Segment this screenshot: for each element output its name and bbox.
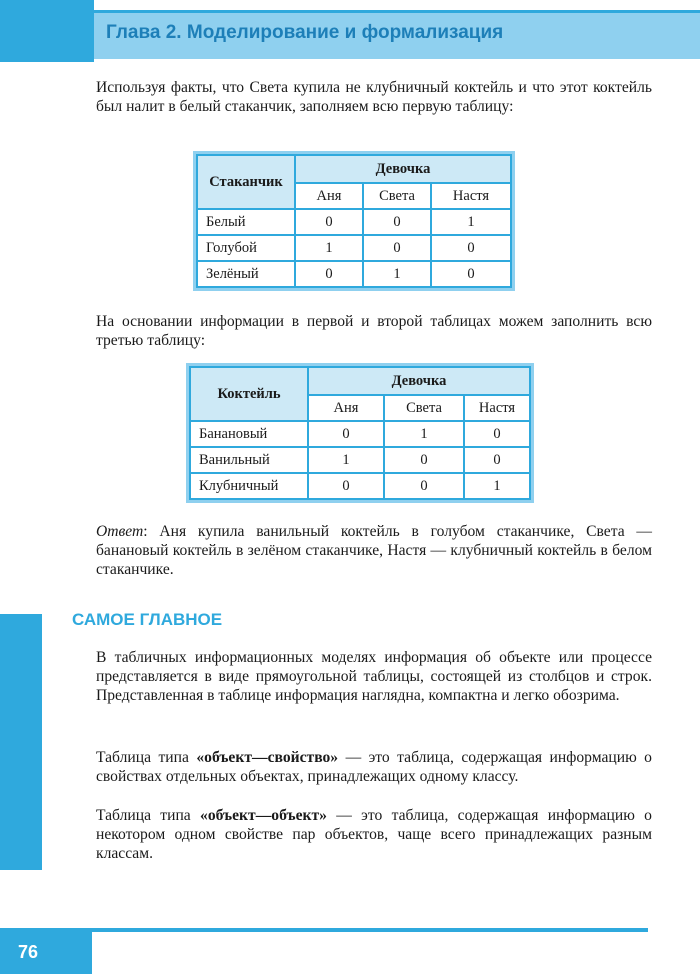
definition-term: «объект—объект» — [200, 807, 327, 824]
table-cocktails-col-nastya: Настя — [464, 395, 530, 421]
table-cocktails-group-header: Девочка — [308, 367, 530, 395]
definition-prefix: Таблица типа — [96, 749, 197, 766]
table-cell: 0 — [363, 235, 431, 261]
table-cell: 1 — [431, 209, 511, 235]
definition-text: — это таблица, содержащая информацию о некотором одном свойстве пар объектов, чаще всего принадлежащих разным классам. — [96, 807, 652, 862]
table-cell: 0 — [295, 209, 363, 235]
table-cell: 0 — [363, 209, 431, 235]
table-cell: 1 — [464, 473, 530, 499]
intro-paragraph-1: Используя факты, что Света купила не клубничный коктейль и что этот коктейль был налит в белый стаканчик, заполняем всю первую таблицу: — [96, 79, 652, 115]
table-cocktails-row-label: Ванильный — [190, 447, 308, 473]
table-cups-corner: Стаканчик — [197, 155, 295, 209]
section-side-bar — [0, 614, 42, 870]
table-cell: 1 — [363, 261, 431, 287]
table-cups — [196, 154, 512, 288]
footer-rule — [92, 928, 648, 932]
table-row — [190, 421, 530, 447]
page-number: 76 — [18, 942, 39, 962]
table-cell: 0 — [295, 261, 363, 287]
table-cell: 0 — [431, 235, 511, 261]
table-row — [197, 209, 511, 235]
definition-text: — это таблица, содержащая информацию о свойствах отдельных объектах, принадлежащих одному классу. — [96, 749, 652, 785]
table-cell: 0 — [308, 421, 384, 447]
answer-paragraph — [96, 522, 652, 579]
table-cocktails — [189, 366, 531, 500]
table-cups-group-header: Девочка — [295, 155, 511, 183]
answer-text: : Аня купила ванильный коктейль в голубом стаканчике, Света — банановый коктейль в зелёном стаканчике, Настя — клубничный коктейль в белом стаканчике. — [96, 523, 652, 578]
table-cups-col-anya: Аня — [295, 183, 363, 209]
table-cocktails-col-sveta: Света — [384, 395, 464, 421]
table-cell: 0 — [308, 473, 384, 499]
table-row — [190, 473, 530, 499]
table-cocktails-row-label: Банановый — [190, 421, 308, 447]
table-cell: 1 — [384, 421, 464, 447]
table-cell: 0 — [384, 447, 464, 473]
header-tab — [0, 0, 94, 62]
table-cocktails-col-anya: Аня — [308, 395, 384, 421]
table-cups-col-sveta: Света — [363, 183, 431, 209]
table-cell: 1 — [295, 235, 363, 261]
table-row — [197, 261, 511, 287]
definition-object-property — [96, 748, 652, 786]
chapter-title: Глава 2. Моделирование и формализация — [106, 22, 504, 43]
main-paragraph: В табличных информационных моделях информация об объекте или процессе представляется в виде прямоугольной таблицы, состоящей из столбцов и строк. Представленная в таблице информация наглядна, компактна и легко обозрима. — [96, 649, 652, 704]
definition-term: «объект—свойство» — [196, 749, 339, 766]
table-cups-row-label: Белый — [197, 209, 295, 235]
intro-paragraph-2: На основании информации в первой и второй таблицах можем заполнить всю третью таблицу: — [96, 313, 652, 349]
table-cocktails-corner: Коктейль — [190, 367, 308, 421]
definition-object-object — [96, 806, 652, 863]
table-cups-wrap — [193, 151, 515, 291]
answer-label: Ответ — [96, 523, 144, 540]
table-cocktails-wrap — [186, 363, 534, 503]
footer-tab — [0, 928, 92, 974]
table-cups-row-label: Голубой — [197, 235, 295, 261]
definition-prefix: Таблица типа — [96, 807, 201, 824]
table-cell: 0 — [464, 421, 530, 447]
table-cups-row-label: Зелёный — [197, 261, 295, 287]
section-title: САМОЕ ГЛАВНОЕ — [72, 610, 223, 629]
table-cups-col-nastya: Настя — [431, 183, 511, 209]
table-cell: 0 — [464, 447, 530, 473]
table-cocktails-row-label: Клубничный — [190, 473, 308, 499]
table-cell: 0 — [384, 473, 464, 499]
table-cell: 1 — [308, 447, 384, 473]
table-cell: 0 — [431, 261, 511, 287]
table-row — [197, 235, 511, 261]
table-row — [190, 447, 530, 473]
